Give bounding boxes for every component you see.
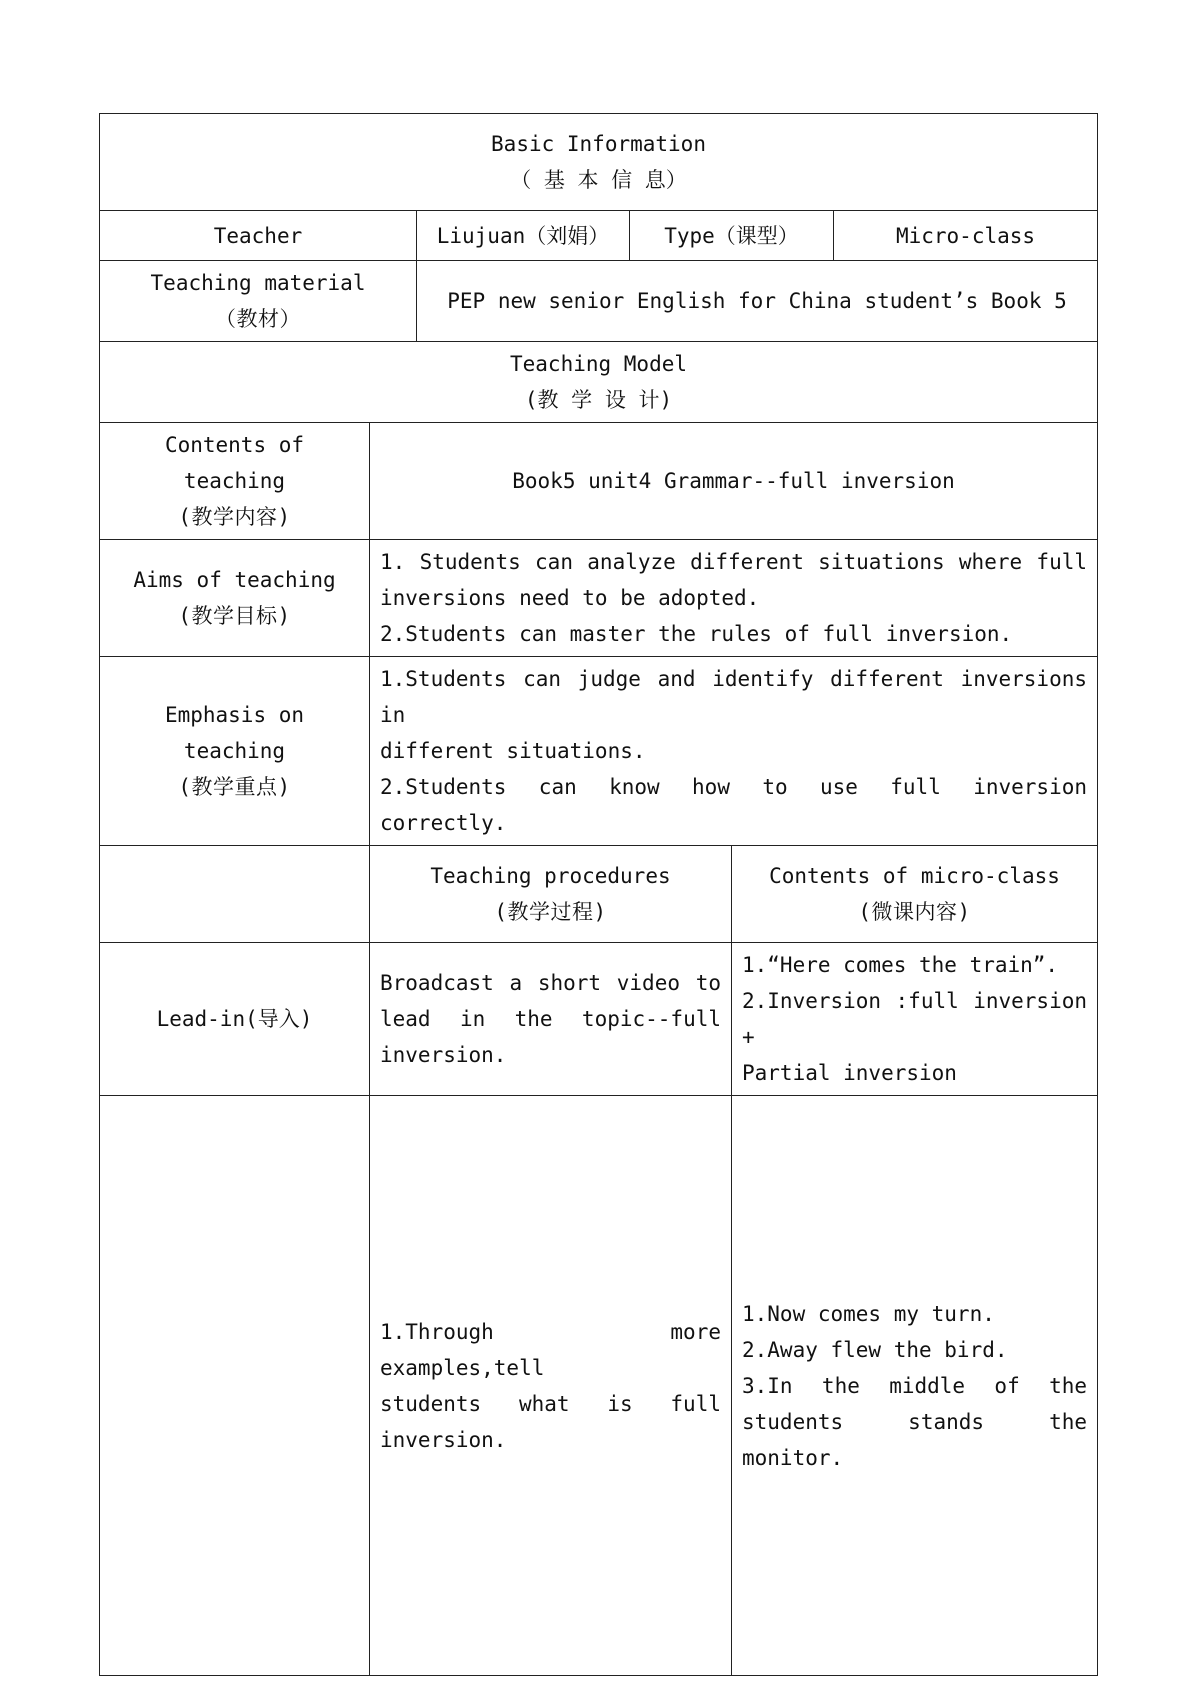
teacher-name: Liujuan（刘娟） (417, 211, 630, 261)
micro-header-cn: (微课内容) (858, 900, 971, 924)
lead-in-micro-line-4: Partial inversion (742, 1061, 957, 1085)
aims-label-cell (100, 540, 370, 657)
basic-info-cell (100, 114, 1098, 211)
lead-in-row (100, 943, 1098, 1096)
teacher-label: Teacher (100, 211, 417, 261)
material-label-cn: （教材） (215, 307, 301, 331)
step2-procedure-line-2: students what is full (380, 1391, 721, 1416)
lead-in-micro-line-2: 2.Inversion :full inversion (742, 989, 1088, 1013)
contents-value: Book5 unit4 Grammar--full inversion (370, 423, 1098, 540)
emphasis-row (100, 657, 1098, 846)
type-value: Micro-class (834, 211, 1098, 261)
basic-info-row (100, 114, 1098, 211)
procedures-header-cn: (教学过程) (494, 900, 607, 924)
step2-micro-line-1: 1.Now comes my turn. (742, 1301, 995, 1326)
aims-label-cn: (教学目标) (178, 604, 291, 628)
teaching-model-row (100, 342, 1098, 423)
emphasis-text (370, 657, 1098, 846)
teaching-model-title: Teaching Model (510, 352, 688, 376)
procedures-header: Teaching procedures (430, 864, 671, 888)
procedures-header-cell (370, 846, 732, 943)
aims-text (370, 540, 1098, 657)
contents-label-cell (100, 423, 370, 540)
lead-in-procedure-line-3: inversion. (380, 1043, 507, 1067)
emphasis-line-1: 1.Students can judge and identify different inversions in (380, 667, 1088, 727)
emphasis-label-cn: (教学重点) (178, 775, 291, 799)
step2-micro-line-2: 2.Away flew the bird. (742, 1337, 1008, 1362)
step2-procedure (370, 1096, 732, 1676)
teacher-row (100, 211, 1098, 261)
step2-micro (732, 1096, 1098, 1676)
aims-line-1: 1. Students can analyze different situations where full (380, 550, 1088, 574)
basic-info-title: Basic Information (491, 132, 706, 156)
material-value: PEP new senior English for China student’s Book 5 (417, 261, 1098, 342)
procedures-header-empty (100, 846, 370, 943)
emphasis-label-cell (100, 657, 370, 846)
material-label: Teaching material (150, 271, 366, 295)
emphasis-line-3: 2.Students can know how to use full inversion correctly. (380, 775, 1088, 835)
procedures-header-row (100, 846, 1098, 943)
contents-label: Contents of teaching (164, 433, 305, 493)
material-row (100, 261, 1098, 342)
step2-procedure-line-1: 1.Through more examples,tell (380, 1319, 721, 1380)
aims-line-2: inversions need to be adopted. (380, 586, 760, 610)
micro-header: Contents of micro-class (769, 864, 1060, 888)
teaching-model-cell (100, 342, 1098, 423)
aims-line-3: 2.Students can master the rules of full inversion. (380, 622, 1013, 646)
micro-header-cell (732, 846, 1098, 943)
aims-label: Aims of teaching (133, 568, 336, 592)
step2-micro-line-4: students stands the monitor. (742, 1409, 1088, 1470)
step2-row (100, 1096, 1098, 1676)
emphasis-line-2: different situations. (380, 739, 646, 763)
lead-in-procedure-line-2: lead in the topic--full (380, 1007, 721, 1031)
contents-label-cn: (教学内容) (178, 505, 291, 529)
lead-in-micro (732, 943, 1098, 1096)
basic-info-subtitle: （ 基 本 信 息） (510, 168, 687, 192)
lead-in-procedure (370, 943, 732, 1096)
step2-micro-line-3: 3.In the middle of the (742, 1373, 1088, 1398)
contents-row (100, 423, 1098, 540)
step2-label (100, 1096, 370, 1676)
lead-in-procedure-line-1: Broadcast a short video to (380, 971, 721, 995)
emphasis-label: Emphasis on teaching (164, 703, 305, 763)
lead-in-label: Lead-in(导入) (100, 943, 370, 1096)
lesson-plan-table (99, 113, 1098, 1676)
step2-procedure-line-3: inversion. (380, 1427, 507, 1452)
material-label-cell (100, 261, 417, 342)
teaching-model-subtitle: (教 学 设 计) (524, 388, 673, 412)
lead-in-micro-line-1: 1.“Here comes the train”. (742, 953, 1059, 977)
aims-row (100, 540, 1098, 657)
type-label: Type（课型） (630, 211, 834, 261)
lead-in-micro-line-3: + (742, 1025, 755, 1049)
